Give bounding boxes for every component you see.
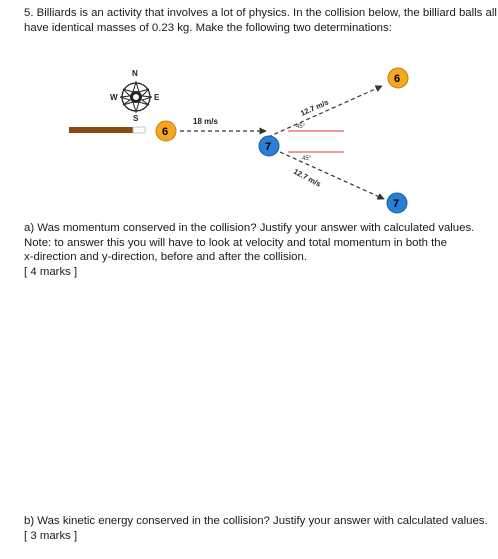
ball-7-final-label: 7 [393, 198, 400, 210]
part-b-question [24, 514, 494, 543]
ball-6-final-label: 6 [394, 73, 401, 85]
ball-7-outgoing-speed-label: 12.7 m/s [292, 166, 323, 189]
part-a-line-1: a) Was momentum conserved in the collision? Justify your answer with calculated values. [24, 222, 475, 234]
part-a-line-3: x-direction and y-direction, before and after the collision. [24, 251, 308, 264]
ball-7-initial [259, 136, 279, 156]
part-a-question [24, 221, 494, 279]
ball-7-initial-label: 7 [265, 141, 272, 153]
cue-stick [69, 127, 133, 133]
incoming-speed-label: 18 m/s [193, 117, 218, 126]
question-intro-line-2: have identical masses of 0.23 kg. Make the following two determinations: [24, 22, 392, 34]
ball-6-outgoing-path [268, 86, 382, 137]
ball-6-outgoing-speed-label: 12.7 m/s [299, 97, 330, 118]
part-a-marks: [ 4 marks ] [24, 265, 78, 278]
part-b-line-1: b) Was kinetic energy conserved in the collision? Justify your answer with calculated values. [24, 515, 488, 527]
angle-upper-label: 45° [296, 124, 306, 130]
cue-stick-tip [133, 127, 145, 133]
part-b-marks: [ 3 marks ] [24, 529, 78, 542]
collision-diagram [0, 0, 498, 225]
compass-west-label: W [110, 93, 118, 102]
compass-rose [110, 69, 160, 123]
ball-7-final [387, 193, 407, 213]
ball-6-initial-label: 6 [162, 126, 169, 138]
compass-east-label: E [154, 93, 160, 102]
part-a-line-2: Note: to answer this you will have to look at velocity and total momentum in both the [24, 236, 447, 249]
question-intro-line-1: 5. Billiards is an activity that involves a lot of physics. In the collision below, the billiard balls all [24, 7, 497, 19]
ball-6-initial [156, 121, 176, 141]
compass-north-label: N [132, 69, 138, 78]
compass-south-label: S [133, 114, 139, 123]
angle-lower-label: 45° [302, 156, 312, 162]
compass-center-ring [133, 94, 139, 100]
ball-6-final [388, 68, 408, 88]
